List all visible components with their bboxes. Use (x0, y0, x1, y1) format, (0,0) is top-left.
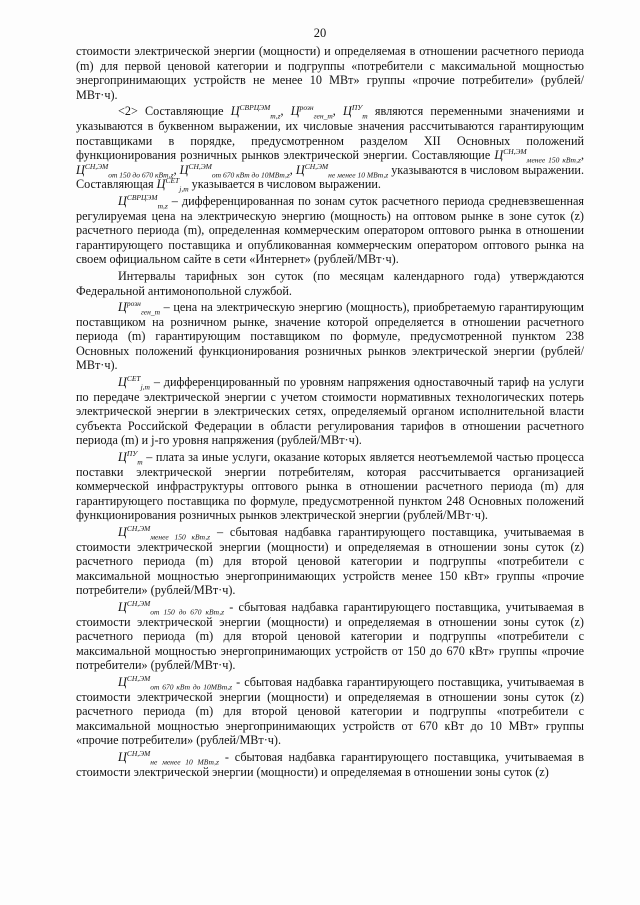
formula-symbol: $Ц^{СН,ЭМ}_{не менее 10 МВт,z}$ (118, 748, 219, 767)
formula-symbol: $Ц^{розн}_{ген\_m}$ (118, 299, 161, 317)
formula-symbol: $Ц^{СВРЦЭМ}_{m,z}$ (118, 192, 168, 211)
formula-symbol: $Ц^{розн}_{ген\_m}$ (290, 103, 333, 121)
formula-symbol: $Ц^{СЕТ}_{j,m}$ (118, 374, 150, 392)
formula-symbol: $Ц^{СН,ЭМ}_{менее 150 кВт,z}$ (494, 147, 581, 165)
formula-symbol: $Ц^{СН,ЭМ}_{от 150 до 670 кВт,z}$ (118, 598, 225, 617)
paragraph: $Ц^{СЕТ}_{j,m}$ – дифференцированный по уровням напряжения одноставочный тариф на услуги по передаче электрической энергии с учетом стоимости нормативных технологических потерь электрической энергии в электрических сетях, определяемый органом исполнительной власти субъекта Российской Федерации в области регулирования тарифов в отношении расчетного периода (m) и j-го уровня напряжения (рублей/МВт·ч). (76, 374, 584, 448)
paragraph: $Ц^{СВРЦЭМ}_{m,z}$ – дифференцированная по зонам суток расчетного периода средневзвешенная регулируемая цена на электрическую энергию (мощность) на оптовом рынке в зоне суток (z) расчетного периода (m), определенная коммерческим оператором оптового рынка в отношении гарантирующего поставщика и опубликованная коммерческим оператором оптового рынка на своем официальном сайте в сети «Интернет» (рублей/МВт·ч). (76, 192, 584, 267)
page-number: 20 (313, 26, 327, 40)
paragraph: $Ц^{СН,ЭМ}_{не менее 10 МВт,z}$ - сбытовая надбавка гарантирующего поставщика, учитываемая в стоимости электрической энергии (мощности) и определяемая в отношении зоны суток (z) (76, 748, 584, 779)
formula-symbol: $Ц^{ПУ}_m$ (343, 103, 368, 121)
paragraph: $Ц^{розн}_{ген\_m}$ – цена на электрическую энергию (мощность), приобретаемую гарантирующим поставщиком на розничном рынке, значение которой определяется в отношении расчетного периода (m) гарантирующим поставщиком по формуле, предусмотренной пунктом 238 Основных положений функционирования розничных рынков электрической энергии (рублей/МВт·ч). (76, 299, 584, 373)
formula-symbol: $Ц^{СН,ЭМ}_{от 670 кВт до 10МВт,z}$ (118, 673, 233, 692)
paragraph: Интервалы тарифных зон суток (по месяцам календарного года) утверждаются Федеральной антимонопольной службой. (76, 268, 584, 298)
formula-symbol: $Ц^{ПУ}_m$ (118, 448, 143, 467)
formula-symbol: $Ц^{СВРЦЭМ}_{m,z}$ (230, 103, 281, 121)
formula-symbol: $Ц^{СН,ЭМ}_{от 150 до 670 кВт,z}$ (76, 161, 174, 180)
paragraph: $Ц^{ПУ}_m$ – плата за иные услуги, оказание которых является неотъемлемой частью процесса поставки электрической энергии потребителям, которая рассчитывается организацией коммерческой инфраструктуры оптового рынка в отношении расчетного периода (m) для гарантирующего поставщика по формуле, предусмотренной пунктом 248 Основных положений функционирования розничных рынков электрической энергии (рублей/МВт·ч). (76, 448, 584, 523)
paragraph: $Ц^{СН,ЭМ}_{от 670 кВт до 10МВт,z}$ - сбытовая надбавка гарантирующего поставщика, учитываемая в стоимости электрической энергии (мощности) и определяемая в отношении зоны суток (z) расчетного периода (m) для второй ценовой категории и подгруппы «потребители с максимальной мощностью энергопринимающих устройств от 670 кВт до 10 МВт» группы «прочие потребители» (рублей/МВт·ч). (76, 673, 585, 748)
formula-symbol: $Ц^{СЕТ}_{j,m}$ (156, 176, 189, 194)
body-text (76, 44, 584, 781)
paragraph: $Ц^{СН,ЭМ}_{от 150 до 670 кВт,z}$ - сбытовая надбавка гарантирующего поставщика, учитываемая в стоимости электрической энергии (мощности) и определяемая в отношении зоны суток (z) расчетного периода (m) для второй ценовой категории и подгруппы «потребители с максимальной мощностью энергопринимающих устройств от 150 до 670 кВт» группы «прочие потребители» (рублей/МВт·ч). (76, 598, 584, 673)
formula-symbol: $Ц^{СН,ЭМ}_{от 670 кВт до 10МВт,z}$ (179, 161, 290, 180)
paragraph: <2> Составляющие $Ц^{СВРЦЭМ}_{m,z}$, $Ц^{розн}_{ген\_m}$, $Ц^{ПУ}_m$ являются переменными значениями и указываются в буквенном выражении, их числовые значения рассчитываются гарантирующим поставщиками в порядке, предусмотренном разделом XII Основных положений функционирования розничных рынков электрической энергии. Составляющие $Ц^{СН,ЭМ}_{менее 150 кВт,z}$, $Ц^{СН,ЭМ}_{от 150 до 670 кВт,z}$, $Ц^{СН,ЭМ}_{от 670 кВт до 10МВт,z}$, $Ц^{СН,ЭМ}_{не менее 10 МВт,z}$ указываются в числовом выражении. Составляющая $Ц^{СЕТ}_{j,m}$ указывается в числовом выражении. (76, 103, 585, 194)
paragraph: стоимости электрической энергии (мощности) и определяемая в отношении расчетного периода (m) для первой ценовой категории и подгруппы «потребители с максимальной мощностью энергопринимающих устройств не менее 10 МВт» группы «прочие потребители» (рублей/МВт·ч). (76, 44, 584, 102)
formula-symbol: $Ц^{СН,ЭМ}_{менее 150 кВт,z}$ (118, 523, 211, 542)
paragraph: $Ц^{СН,ЭМ}_{менее 150 кВт,z}$ – сбытовая надбавка гарантирующего поставщика, учитываемая в стоимости электрической энергии (мощности) и определяемая в отношении зоны суток (z) расчетного периода (m) для второй ценовой категории и подгруппы «потребители с максимальной мощностью энергопринимающих устройств менее 150 кВт» группы «прочие потребители» (рублей/МВт·ч). (76, 523, 585, 598)
formula-symbol: $Ц^{СН,ЭМ}_{не менее 10 МВт,z}$ (295, 161, 389, 180)
